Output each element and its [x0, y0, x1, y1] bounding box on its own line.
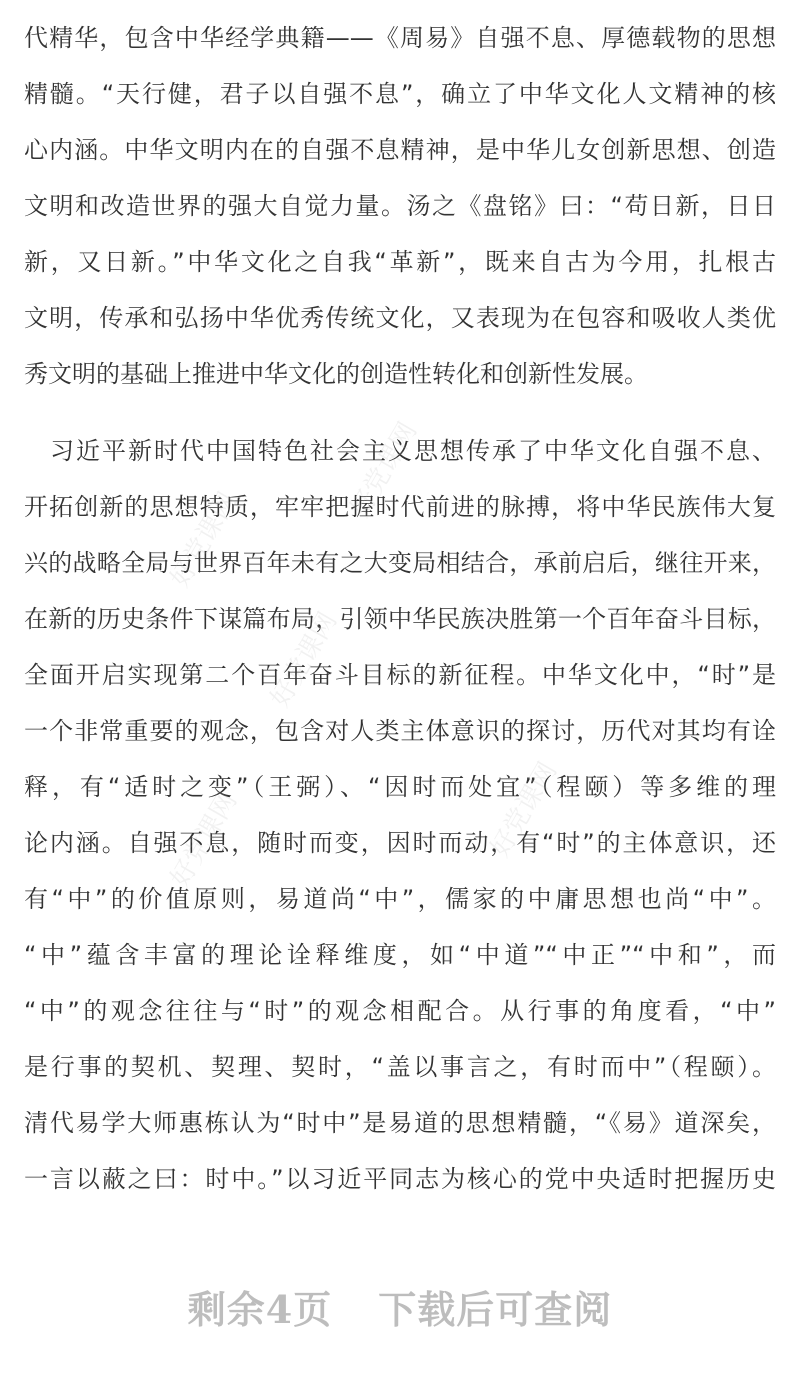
download-to-view-label: 下载后可查阅: [378, 1287, 613, 1332]
text-line: 清代易学大师惠栋认为“时中”是易道的思想精髓，“《易》道深矣，: [24, 1109, 776, 1137]
text-line: 有“中”的价值原则，易道尚“中”，儒家的中庸思想也尚“中”。: [24, 885, 776, 913]
text-line: 代精华，包含中华经学典籍——《周易》自强不息、厚德载物的思想: [24, 24, 776, 52]
text-line: 秀文明的基础上推进中华文化的创造性转化和创新性发展。: [24, 360, 648, 388]
text-line: 精髓。“天行健，君子以自强不息”，确立了中华文化人文精神的核: [24, 80, 776, 108]
watermark: 好党课网: [485, 757, 564, 863]
watermark: 好党课网: [165, 487, 244, 593]
watermark: 好党课网: [165, 787, 244, 893]
text-line: 新，又日新。”中华文化之自我“革新”，既来自古为今用，扎根古: [24, 248, 776, 276]
text-line: 释，有“适时之变”（王弼）、“因时而处宜”（程颐）等多维的理: [24, 773, 776, 801]
text-line: “中”蕴含丰富的理论诠释维度，如“中道”“中正”“中和”，而: [24, 941, 776, 969]
text-line: 全面开启实现第二个百年奋斗目标的新征程。中华文化中，“时”是: [24, 661, 776, 689]
text-line: 论内涵。自强不息，随时而变，因时而动，有“时”的主体意识，还: [24, 829, 776, 857]
text-line: “中”的观念往往与“时”的观念相配合。从行事的角度看，“中”: [24, 997, 776, 1025]
watermark: 好党课网: [265, 607, 344, 713]
text-line: 在新的历史条件下谋篇布局，引领中华民族决胜第一个百年奋斗目标，: [24, 605, 776, 633]
text-line: 文明，传承和弘扬中华优秀传统文化，又表现为在包容和吸收人类优: [24, 304, 776, 332]
remaining-pages-label: 剩余4页: [187, 1287, 333, 1332]
text-line: 一个非常重要的观念，包含对人类主体意识的探讨，历代对其均有诠: [24, 717, 776, 745]
text-line: 心内涵。中华文明内在的自强不息精神，是中华儿女创新思想、创造: [24, 136, 776, 164]
text-line: 文明和改造世界的强大自觉力量。汤之《盘铭》曰：“苟日新，日日: [24, 192, 776, 220]
text-line: 是行事的契机、契理、契时，“盖以事言之，有时而中”（程颐）。: [24, 1053, 776, 1081]
text-line: 开拓创新的思想特质，牢牢把握时代前进的脉搏，将中华民族伟大复: [24, 493, 776, 521]
watermark: 好党课网: [345, 417, 424, 523]
text-line: 一言以蔽之曰：时中。”以习近平同志为核心的党中央适时把握历史: [24, 1165, 776, 1193]
text-line: 兴的战略全局与世界百年未有之大变局相结合，承前启后，继往开来，: [24, 549, 776, 577]
download-prompt[interactable]: [0, 1284, 800, 1336]
text-line: 习近平新时代中国特色社会主义思想传承了中华文化自强不息、: [24, 437, 776, 465]
